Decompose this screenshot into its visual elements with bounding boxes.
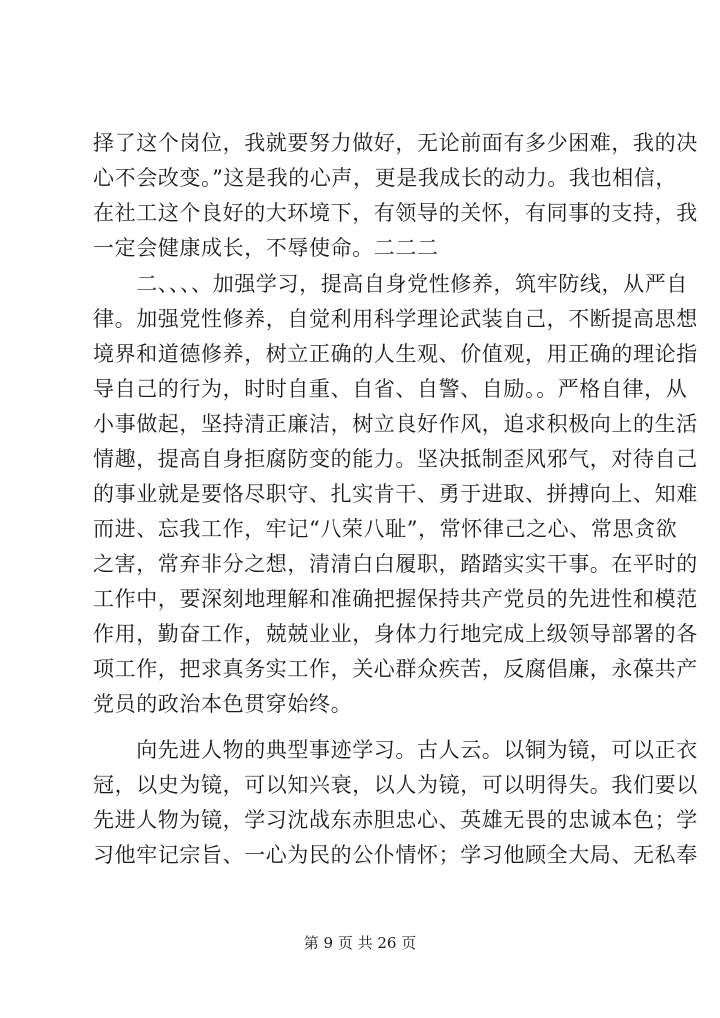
text-line: 境界和道德修养，树立正确的人生观、价值观，用正确的理论指 <box>93 342 698 366</box>
text-line: 冠，以史为镜，可以知兴衰，以人为镜，可以明得失。我们要以 <box>93 773 698 797</box>
text-line: 二、、、、加强学习，提高自身党性修养，筑牢防线，从严自 <box>93 272 688 296</box>
text-line: 向先进人物的典型事迹学习。古人云。以铜为镜，可以正衣 <box>93 738 698 762</box>
text-line: 情趣，提高自身拒腐防变的能力。坚决抵制歪风邪气，对待自己 <box>93 447 698 471</box>
text-line: 小事做起，坚持清正廉洁，树立良好作风，追求积极向上的生活 <box>93 412 698 436</box>
text-line: 择了这个岗位，我就要努力做好，无论前面有多少困难，我的决 <box>93 131 698 155</box>
text-line: 一定会健康成长，不辱使命。二二二 <box>93 236 439 260</box>
page-number: 第 9 页 共 26 页 <box>303 934 417 952</box>
text-line: 工作中，要深刻地理解和准确把握保持共产党员的先进性和模范 <box>93 587 698 611</box>
text-line: 之害，常弃非分之想，清清白白履职，踏踏实实干事。在平时的 <box>93 552 698 576</box>
text-line: 律。加强党性修养，自觉利用科学理论武装自己，不断提高思想 <box>93 307 698 331</box>
text-line: 作用，勤奋工作，兢兢业业，身体力行地完成上级领导部署的各 <box>93 622 698 646</box>
text-line: 党员的政治本色贯穿始终。 <box>93 692 353 716</box>
text-line: 而进、忘我工作，牢记“八荣八耻”，常怀律己之心、常思贪欲 <box>93 517 678 541</box>
text-line: 导自己的行为，时时自重、自省、自警、自励。。严格自律，从 <box>93 377 688 401</box>
text-line: 项工作，把求真务实工作，关心群众疾苦，反腐倡廉，永葆共产 <box>93 657 698 681</box>
text-line: 习他牢记宗旨、一心为民的公仆情怀；学习他顾全大局、无私奉 <box>93 843 698 867</box>
text-line: 在社工这个良好的大环境下，有领导的关怀，有同事的支持，我 <box>93 201 698 225</box>
text-line: 的事业就是要恪尽职守、扎实肯干、勇于进取、拼搏向上、知难 <box>93 482 698 506</box>
text-line: 心不会改变。”这是我的心声，更是我成长的动力。我也相信， <box>93 166 678 190</box>
text-line: 先进人物为镜，学习沈战东赤胆忠心、英雄无畏的忠诚本色；学 <box>93 808 698 832</box>
